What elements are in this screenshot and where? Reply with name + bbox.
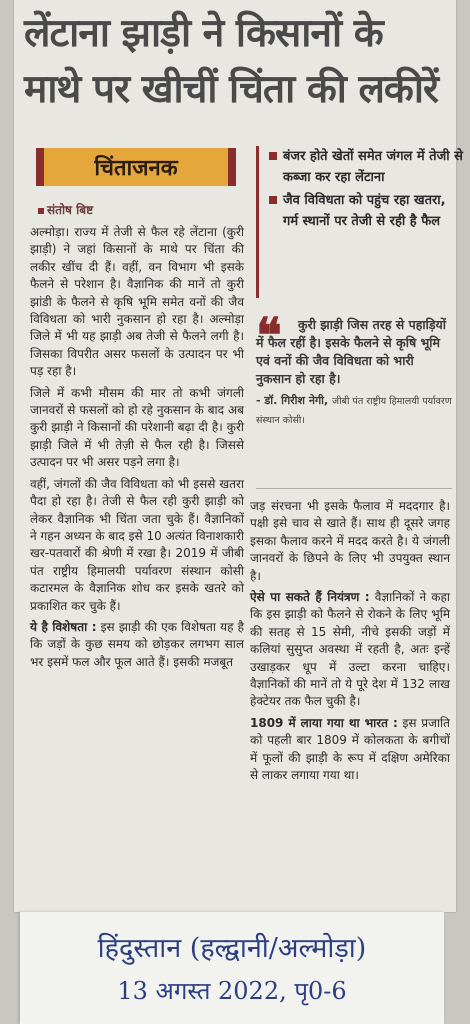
article-paragraph: वहीं, जंगलों की जैव विविधता को भी इससे खतरा पैदा हो रहा है। तेजी से फैल रही कुरी झाड़ी को लेकर वैज्ञानिक भी चिंता जता चुके हैं। वैज्ञानिकों ने गहन अध्यन के बाद इसे 10 अत्यंत विनाशकारी खर-पतवारों की श्रेणी में रखा है। 2019 में जीबी पंत राष्ट्रीय हिमालयी पर्यावरण संस्थान कोसी कटारमल के वैज्ञानिक शोध कर इसके खतरे को प्रकाशित कर चुके हैं।	[30, 476, 244, 613]
quote-text: कुरी झाड़ी जिस तरह से पहाड़ियों में फैल रहीं है। इसके फैलने से कृषि भूमि एवं वनों की जैव विविधता को भारी नुकसान हो रहा है।	[256, 317, 446, 386]
byline	[38, 201, 93, 218]
highlight-item: जैव विविधता को पहुंच रहा खतरा, गर्म स्थानों पर तेजी से रही है फैल	[269, 190, 465, 232]
headline-line-1: लेंटाना झाड़ी ने किसानों के	[24, 11, 383, 56]
source-date-page: 13 अगस्त 2022, पृ0-6	[117, 977, 347, 1005]
headline	[24, 6, 454, 118]
byline-author: संतोष बिष्ट	[47, 203, 94, 217]
article-paragraph: जिले में कभी मौसम की मार तो कभी जंगली जानवरों से फसलों को हो रहे नुकसान के बाद अब कुरी झाड़ी ने किसानों की परेशानी बढ़ा दी है। कुरी झाड़ी जिले में भी तेज़ी से फैल रही है। जिससे उत्पादन पर भी असर पड़ने लगा है।	[30, 385, 244, 470]
category-tag: चिंताजनक	[38, 148, 234, 186]
byline-marker-icon	[38, 208, 44, 214]
paragraph-text: वैज्ञानिकों ने कहा कि इस झाड़ी को फैलने से रोकने के लिए भूमि की सतह से 15 सेमी, नीचे इसकी जड़ों में कलियां सुसुप्त अवस्था में रहती है, अतः इन्हें उखाड़कर धूप में उल्टा करना चाहिए। वैज्ञानिकों की मानें तो ये पूरे देश में 132 लाख हेक्टेयर तक फैल चुकी है।	[250, 590, 450, 709]
handwritten-source-note	[20, 912, 444, 1024]
quote-attribution	[256, 392, 452, 430]
subheading: 1809 में लाया गया था भारत :	[250, 715, 398, 730]
headline-line-2: माथे पर खीचीं चिंता की लकीरें	[24, 67, 438, 112]
article-paragraph: जड़ संरचना भी इसके फैलाव में मददगार है। पक्षी इसे चाव से खाते हैं। साथ ही दूसरे जगह इसका फैलाव करने में मदद करते है। ये जंगली जानवरों के छिपने के लिए भी उपयुक्त स्थान है।	[250, 499, 450, 583]
article-paragraph	[250, 715, 450, 785]
highlight-item: बंजर होते खेतों समेत जंगल में तेजी से कब्जा कर रहा लेंटाना	[269, 146, 465, 188]
subheading: ये है विशेषता :	[30, 619, 97, 634]
quote-author-role: जीबी पंत राष्ट्रीय हिमालयी पर्यावरण संस्थान कोसी।	[256, 396, 452, 426]
pull-quote	[256, 308, 452, 489]
article-paragraph	[250, 589, 450, 711]
quote-author: - डॉ. गिरीश नेगी,	[256, 394, 329, 407]
paragraph-text: इस झाड़ी की एक विशेषता यह है कि जड़ों के कुछ समय को छोड़कर लगभग साल भर इसमें फल और फूल आते हैं। इसकी मजबूत	[30, 619, 244, 669]
subheading: ऐसे पा सकते हैं नियंत्रण :	[250, 590, 370, 605]
paragraph-text: इस प्रजाति को पहली बार 1809 में कोलकता के बगीचों में फूलों की झाड़ी के रूप में दक्षिण अमेरिका से लाकर लगाया गया था।	[250, 715, 450, 783]
article-column-left	[30, 224, 244, 675]
article-column-right	[250, 498, 450, 789]
quote-mark-icon: ❝	[256, 308, 282, 364]
highlights-box	[256, 146, 465, 298]
source-publication: हिंदुस्तान (हल्द्वानी/अल्मोड़ा)	[97, 933, 367, 964]
article-paragraph: अल्मोड़ा। राज्य में तेजी से फैल रहे लेंटाना (कुरी झाड़ी) ने जहां किसानों के माथे पर चिंता की लकीर खींच दी हैं। वहीं, वन विभाग भी इसके फैलने से परेशान है। वैज्ञानिक की मानें तो कुरी झांडी के फैलने से कृषि भूमि समेत वनों की जैव विविधता को भारी नुकसान हो रहा है। अल्मोड़ा जिले में भी यह झाड़ी अब तेजी से फैलने लगी है। जिसका विपरीत असर फसलों के उत्पादन पर भी पड़ रहा है।	[30, 225, 244, 379]
article-paragraph	[30, 619, 244, 671]
